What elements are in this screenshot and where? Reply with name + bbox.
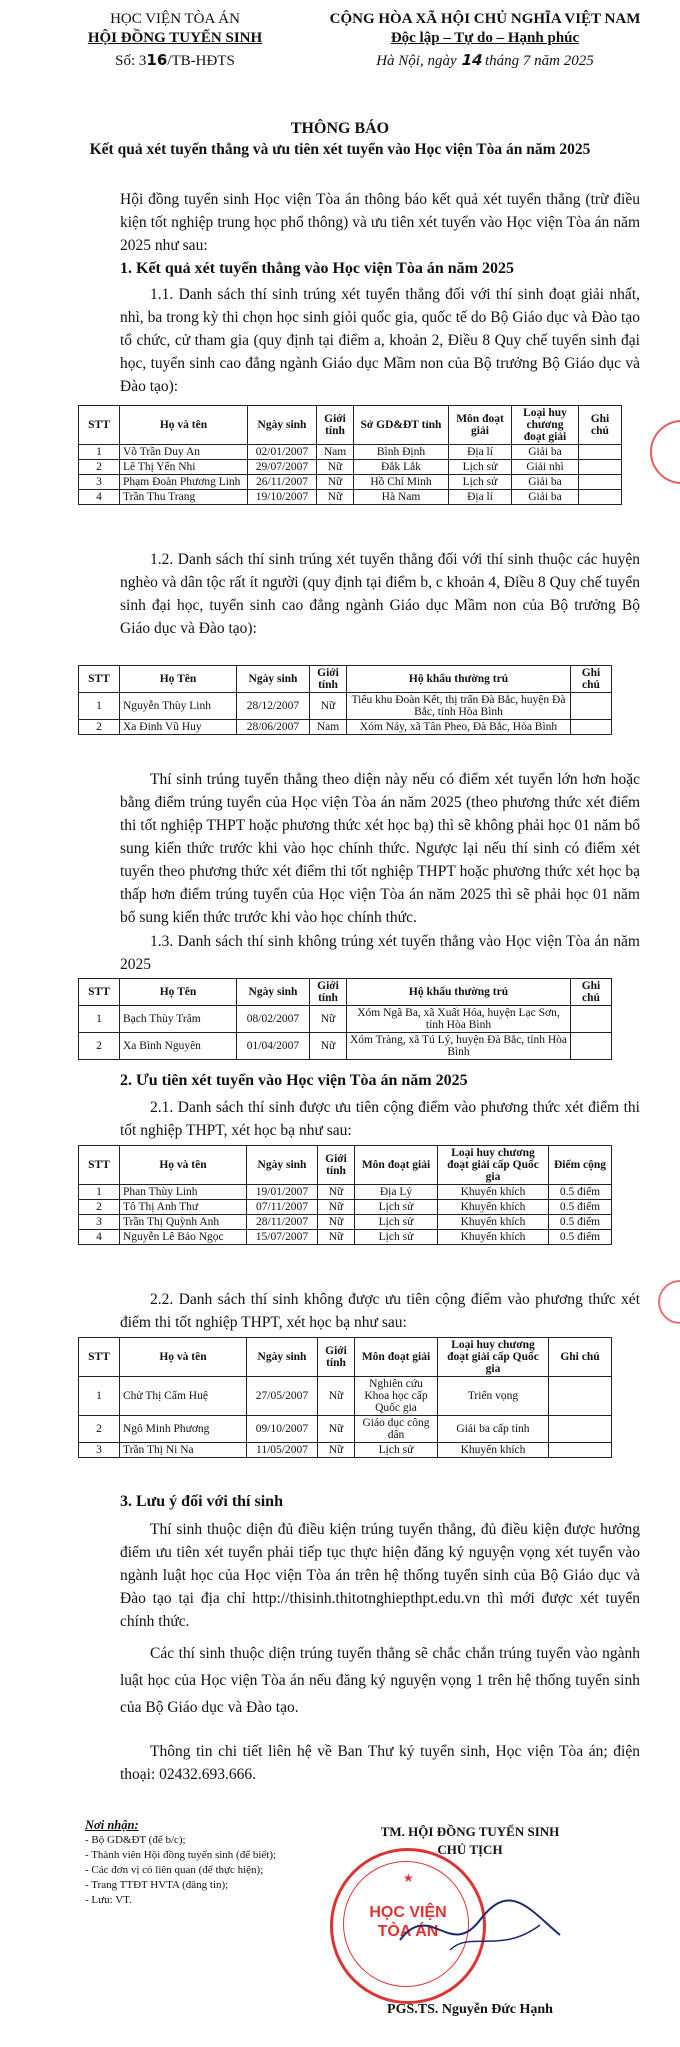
table-row	[79, 490, 622, 505]
table-cell: 28/11/2007	[247, 1215, 318, 1230]
table-header-cell: Ngày sinh	[237, 666, 310, 693]
table-cell	[549, 1377, 612, 1416]
table-cell: Nữ	[317, 460, 354, 475]
table-cell: Xa Đinh Vũ Huy	[120, 720, 237, 735]
table-cell: Xóm Tràng, xã Tú Lý, huyện Đà Bắc, tỉnh Hòa Bình	[347, 1033, 571, 1060]
table-cell: 01/04/2007	[237, 1033, 310, 1060]
table-header-cell: Ghi chú	[571, 666, 612, 693]
table-2	[78, 665, 612, 735]
table-row	[79, 1185, 612, 1200]
handwritten-signature	[390, 1880, 590, 1970]
section-3-paragraph-1: Thí sinh thuộc diện đủ điều kiện trúng tuyển thẳng, đủ điều kiện được hưởng điểm ưu tiên xét tuyển phải tiếp tục thực hiện đăng ký nguyện vọng xét tuyển vào ngành luật học của Học viện Tòa án trên hệ thống tuyển sinh của Bộ Giáo dục và Đào tạo tại địa chỉ http://thisinh.thitotnghiepthpt.edu.vn thì mới được xét tuyển chính thức.	[120, 1521, 640, 1630]
table-cell: 3	[79, 475, 120, 490]
table-cell	[571, 1006, 612, 1033]
table-cell: 07/11/2007	[247, 1200, 318, 1215]
table-cell: Tô Thị Anh Thư	[120, 1200, 247, 1215]
section-3-paragraph-2: Các thí sinh thuộc diện trúng tuyển thẳng sẽ chắc chắn trúng tuyển vào ngành luật học của Học viện Tòa án nếu đăng ký nguyện vọng 1 trên hệ thống tuyển sinh của Bộ Giáo dục và Đào tạo.	[120, 1645, 640, 1716]
section-3-paragraph-3: Thông tin chi tiết liên hệ về Ban Thư ký tuyển sinh, Học viện Tòa án; điện thoại: 02432.693.666.	[120, 1743, 640, 1783]
table-cell: 0.5 điểm	[549, 1215, 612, 1230]
table-header-row	[79, 1338, 612, 1377]
table-cell	[549, 1443, 612, 1458]
table-cell: Phan Thùy Linh	[120, 1185, 247, 1200]
table-header-cell: Loại huy chương đoạt giải	[512, 406, 579, 445]
table-cell: 28/12/2007	[237, 693, 310, 720]
table-cell: Giải ba	[512, 475, 579, 490]
table-header-cell: Ghi chú	[571, 979, 612, 1006]
table-cell: 2	[79, 720, 120, 735]
table-cell: Lịch sử	[355, 1443, 438, 1458]
table-header-cell: Loại huy chương đoạt giải cấp Quốc gia	[438, 1338, 549, 1377]
table-cell: Giải ba	[512, 445, 579, 460]
table-cell: Lịch sử	[449, 475, 512, 490]
table-cell: Lịch sử	[355, 1230, 438, 1245]
table-cell: 1	[79, 1185, 120, 1200]
table-header-cell: Họ và tên	[120, 406, 248, 445]
table-cell	[549, 1416, 612, 1443]
table-row	[79, 1230, 612, 1245]
org-name: HỘI ĐỒNG TUYỂN SINH	[87, 30, 263, 46]
table-header-cell: STT	[79, 666, 120, 693]
table-row	[79, 1443, 612, 1458]
table-row	[79, 1377, 612, 1416]
table-cell: Khuyến khích	[438, 1215, 549, 1230]
table-cell: Lịch sử	[355, 1200, 438, 1215]
table-cell: Nữ	[318, 1200, 355, 1215]
table-cell: 2	[79, 1416, 120, 1443]
recipient-item: - Trang TTĐT HVTA (đăng tin);	[85, 1879, 229, 1891]
table-cell	[579, 460, 622, 475]
table-cell: Khuyến khích	[438, 1230, 549, 1245]
table-cell: Tiểu khu Đoàn Kết, thị trấn Đà Bắc, huyện Đà Bắc, tỉnh Hòa Bình	[347, 693, 571, 720]
table-cell: Khuyến khích	[438, 1443, 549, 1458]
signature-title: TM. HỘI ĐỒNG TUYỂN SINH	[380, 1824, 560, 1839]
table-cell: Phạm Đoàn Phương Linh	[120, 475, 248, 490]
table-cell: Võ Trần Duy An	[120, 445, 248, 460]
table-header-row	[79, 406, 622, 445]
table-cell: Khuyến khích	[438, 1200, 549, 1215]
table-header-cell: Hộ khẩu thường trú	[347, 979, 571, 1006]
header-left	[60, 10, 290, 71]
table-header-row	[79, 979, 612, 1006]
table-cell: Nữ	[317, 490, 354, 505]
table-cell: Xa Bình Nguyên	[120, 1033, 237, 1060]
table-header-cell: Ngày sinh	[247, 1146, 318, 1185]
table-cell	[579, 490, 622, 505]
table-header-cell: Điểm cộng	[549, 1146, 612, 1185]
table-3	[78, 978, 612, 1060]
table-header-cell: Ghi chú	[579, 406, 622, 445]
table-row	[79, 445, 622, 460]
section-1-3-text: 1.3. Danh sách thí sinh không trúng xét tuyển thẳng vào Học viện Tòa án năm 2025	[120, 933, 640, 973]
table-cell: 4	[79, 1230, 120, 1245]
table-cell: Lê Thị Yến Nhi	[120, 460, 248, 475]
table-cell: Nam	[317, 445, 354, 460]
table-cell: Nữ	[310, 1033, 347, 1060]
table-header-row	[79, 666, 612, 693]
table-cell: 0.5 điểm	[549, 1230, 612, 1245]
table-cell: 0.5 điểm	[549, 1185, 612, 1200]
signature-block	[330, 1823, 610, 1859]
recipient-item: - Các đơn vị có liên quan (để thực hiện);	[85, 1864, 264, 1876]
table-cell: Hà Nam	[354, 490, 449, 505]
intro-text: Hội đồng tuyển sinh Học viện Tòa án thông báo kết quả xét tuyển thẳng (trừ điều kiện tốt nghiệp trung học phổ thông) và ưu tiên xét tuyển vào Học viện Tòa án năm 2025 như sau:	[120, 191, 640, 254]
table-cell: Nữ	[310, 693, 347, 720]
table-1	[78, 405, 622, 505]
table-cell: Lịch sử	[449, 460, 512, 475]
table-cell: Xóm Ngã Ba, xã Xuất Hóa, huyện Lạc Sơn, tỉnh Hòa Bình	[347, 1006, 571, 1033]
org-parent: HỌC VIỆN TÒA ÁN	[110, 11, 240, 27]
document-number: Số: 3𝟭𝟲/TB-HĐTS	[115, 53, 235, 69]
table-row	[79, 460, 622, 475]
table-cell: 27/05/2007	[247, 1377, 318, 1416]
intro-paragraph	[120, 188, 640, 257]
table-row	[79, 1006, 612, 1033]
table-cell	[579, 475, 622, 490]
edge-seal-fragment	[650, 420, 680, 484]
table-cell: 3	[79, 1443, 120, 1458]
table-header-cell: Ghi chú	[549, 1338, 612, 1377]
table-cell: 1	[79, 1377, 120, 1416]
recipients-block	[85, 1818, 345, 1908]
table-cell: Chử Thị Cẩm Huệ	[120, 1377, 247, 1416]
table-cell: Nữ	[318, 1443, 355, 1458]
table-header-cell: Họ Tên	[120, 979, 237, 1006]
section-2-1-text: 2.1. Danh sách thí sinh được ưu tiên cộng điểm vào phương thức xét điểm thi tốt nghiệp THPT, xét học bạ như sau:	[120, 1099, 640, 1139]
table-cell: 28/06/2007	[237, 720, 310, 735]
table-cell: 4	[79, 490, 120, 505]
table-row	[79, 693, 612, 720]
table-header-cell: Họ và tên	[120, 1146, 247, 1185]
table-cell: Bạch Thùy Trâm	[120, 1006, 237, 1033]
national-motto: Độc lập – Tự do – Hạnh phúc	[390, 30, 580, 46]
table-cell: Đắk Lắk	[354, 460, 449, 475]
table-cell: 2	[79, 460, 120, 475]
table-cell: 1	[79, 1006, 120, 1033]
edge-seal-fragment	[658, 1280, 680, 1324]
table-cell: 2	[79, 1033, 120, 1060]
table-cell: Trần Thị Quỳnh Anh	[120, 1215, 247, 1230]
section-2-heading: 2. Ưu tiên xét tuyển vào Học viện Tòa án năm 2025	[120, 1072, 468, 1089]
national-title: CỘNG HÒA XÃ HỘI CHỦ NGHĨA VIỆT NAM	[329, 11, 641, 27]
table-cell: Nữ	[318, 1230, 355, 1245]
section-1-1-text: 1.1. Danh sách thí sinh trúng xét tuyển thẳng đối với thí sinh đoạt giải nhất, nhì, ba trong kỳ thi chọn học sinh giỏi quốc gia, quốc tế do Bộ Giáo dục và Đào tạo tổ chức, cử tham gia (quy định tại điểm a, khoản 2, Điều 8 Quy chế tuyển sinh đại học, tuyển sinh cao đẳng ngành Giáo dục Mầm non của Bộ trưởng Bộ Giáo dục và Đào tạo):	[120, 286, 640, 395]
seal-text: HỌC VIỆN TÒA ÁN	[369, 1904, 447, 1940]
table-cell	[571, 720, 612, 735]
table-cell: 1	[79, 445, 120, 460]
signature-role: CHỦ TỊCH	[437, 1842, 503, 1857]
table-cell: 19/10/2007	[248, 490, 317, 505]
recipient-item: - Lưu: VT.	[85, 1894, 132, 1906]
section-3-heading: 3. Lưu ý đối với thí sinh	[120, 1493, 283, 1510]
recipient-item: - Thành viên Hội đồng tuyển sinh (để biết);	[85, 1849, 277, 1861]
table-header-row	[79, 1146, 612, 1185]
section-1-2-note: Thí sinh trúng tuyển thẳng theo diện này nếu có điểm xét tuyển lớn hơn hoặc bằng điểm trúng tuyển của Học viện Tòa án năm 2025 (theo phương thức xét điểm thi tốt nghiệp THPT hoặc phương thức xét học bạ) thì sẽ không phải học 01 năm bổ sung kiến thức trước khi vào học chính thức. Ngược lại nếu thí sinh có điểm xét tuyển theo phương thức xét điểm thi tốt nghiệp THPT hoặc phương thức xét học bạ thấp hơn điểm trúng tuyển của Học viện Tòa án năm 2025 thì sẽ phải học 01 năm bổ sung kiến thức trước khi vào học chính thức.	[120, 771, 640, 926]
table-cell: Nữ	[318, 1185, 355, 1200]
table-cell: Khuyến khích	[438, 1185, 549, 1200]
table-cell: Trần Thị Ni Na	[120, 1443, 247, 1458]
table-cell: Hồ Chí Minh	[354, 475, 449, 490]
table-cell: Giải nhì	[512, 460, 579, 475]
document-date: Hà Nội, ngày 𝟭𝟰 tháng 7 năm 2025	[376, 53, 594, 69]
table-row	[79, 720, 612, 735]
table-header-cell: Họ Tên	[120, 666, 237, 693]
table-cell: Triển vọng	[438, 1377, 549, 1416]
document-subtitle: Kết quả xét tuyển thẳng và ưu tiên xét tuyển vào Học viện Tòa án năm 2025	[89, 141, 591, 158]
table-row	[79, 1033, 612, 1060]
table-header-cell: Môn đoạt giải	[449, 406, 512, 445]
table-header-cell: Loại huy chương đoạt giải cấp Quốc gia	[438, 1146, 549, 1185]
table-header-cell: Ngày sinh	[248, 406, 317, 445]
table-cell: 08/02/2007	[237, 1006, 310, 1033]
table-cell: Nữ	[310, 1006, 347, 1033]
table-header-cell: STT	[79, 979, 120, 1006]
table-cell: Giải ba cấp tỉnh	[438, 1416, 549, 1443]
table-cell: Nam	[310, 720, 347, 735]
recipients-title: Nơi nhận:	[85, 1818, 139, 1832]
table-header-cell: STT	[79, 1146, 120, 1185]
table-cell: 0.5 điểm	[549, 1200, 612, 1215]
table-header-cell: Ngày sinh	[237, 979, 310, 1006]
star-icon: ★	[403, 1871, 414, 1885]
table-row	[79, 1200, 612, 1215]
table-cell: 1	[79, 693, 120, 720]
table-cell: Giáo dục công dân	[355, 1416, 438, 1443]
section-1-heading: 1. Kết quả xét tuyển thẳng vào Học viện Tòa án năm 2025	[120, 260, 514, 277]
table-cell: Nguyễn Thùy Linh	[120, 693, 237, 720]
table-cell: 29/07/2007	[248, 460, 317, 475]
table-header-cell: Giới tính	[310, 666, 347, 693]
table-header-cell: Họ và tên	[120, 1338, 247, 1377]
table-cell: Nữ	[318, 1215, 355, 1230]
table-cell: 09/10/2007	[247, 1416, 318, 1443]
table-cell: Bình Định	[354, 445, 449, 460]
section-2-2-text: 2.2. Danh sách thí sinh không được ưu tiên cộng điểm vào phương thức xét điểm thi tốt nghiệp THPT, xét học bạ như sau:	[120, 1291, 640, 1331]
table-cell: 15/07/2007	[247, 1230, 318, 1245]
table-row	[79, 1416, 612, 1443]
table-cell: 11/05/2007	[247, 1443, 318, 1458]
table-cell: Xóm Náy, xã Tân Pheo, Đà Bắc, Hòa Bình	[347, 720, 571, 735]
table-header-cell: STT	[79, 406, 120, 445]
table-cell: Ngô Minh Phương	[120, 1416, 247, 1443]
table-cell: 2	[79, 1200, 120, 1215]
table-cell: Nguyễn Lê Bảo Ngọc	[120, 1230, 247, 1245]
table-cell: Nữ	[318, 1377, 355, 1416]
table-4	[78, 1145, 612, 1245]
table-cell	[571, 1033, 612, 1060]
recipient-item: - Bộ GD&ĐT (để b/c);	[85, 1834, 186, 1846]
table-header-cell: Môn đoạt giải	[355, 1338, 438, 1377]
table-cell: Lịch sử	[355, 1215, 438, 1230]
table-header-cell: Ngày sinh	[247, 1338, 318, 1377]
table-cell	[571, 693, 612, 720]
table-cell: 26/11/2007	[248, 475, 317, 490]
table-cell: Giải ba	[512, 490, 579, 505]
table-cell: Trần Thu Trang	[120, 490, 248, 505]
table-header-cell: Hộ khẩu thường trú	[347, 666, 571, 693]
table-header-cell: Sở GD&ĐT tỉnh	[354, 406, 449, 445]
table-cell: Địa lí	[449, 490, 512, 505]
table-cell: Địa Lý	[355, 1185, 438, 1200]
table-header-cell: Môn đoạt giải	[355, 1146, 438, 1185]
table-cell: 3	[79, 1215, 120, 1230]
header-right	[300, 10, 670, 71]
document-title: THÔNG BÁO	[290, 120, 390, 137]
table-header-cell: Giới tính	[318, 1146, 355, 1185]
table-cell: Nghiên cứu Khoa học cấp Quốc gia	[355, 1377, 438, 1416]
table-header-cell: Giới tính	[310, 979, 347, 1006]
table-cell: 19/01/2007	[247, 1185, 318, 1200]
table-cell	[579, 445, 622, 460]
table-cell: Nữ	[317, 475, 354, 490]
signer-name: PGS.TS. Nguyễn Đức Hạnh	[387, 2002, 553, 2017]
table-5	[78, 1337, 612, 1458]
table-header-cell: Giới tính	[318, 1338, 355, 1377]
table-cell: Nữ	[318, 1416, 355, 1443]
table-header-cell: Giới tính	[317, 406, 354, 445]
table-cell: 02/01/2007	[248, 445, 317, 460]
table-row	[79, 475, 622, 490]
table-header-cell: STT	[79, 1338, 120, 1377]
table-row	[79, 1215, 612, 1230]
table-cell: Địa lí	[449, 445, 512, 460]
section-1-2-text: 1.2. Danh sách thí sinh trúng xét tuyển thẳng đối với thí sinh thuộc các huyện nghèo và dân tộc rất ít người (quy định tại điểm b, c khoản 4, Điều 8 Quy chế tuyển sinh đại học, tuyển sinh cao đẳng ngành Giáo dục Mầm non của Bộ trưởng Bộ Giáo dục và Đào tạo):	[120, 551, 640, 637]
